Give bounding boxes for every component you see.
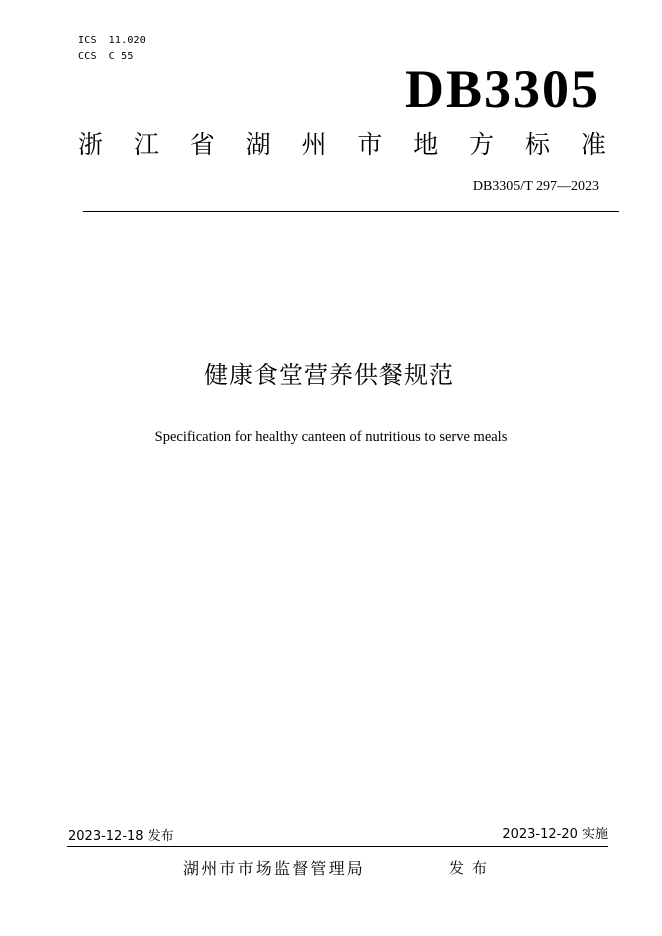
- category-char: 标: [525, 130, 551, 159]
- category-char: 省: [189, 130, 215, 159]
- standard-mark: DB3305: [404, 59, 600, 119]
- footer-divider: [67, 846, 608, 847]
- standard-category: [78, 128, 606, 162]
- ics-code: [78, 33, 146, 49]
- standard-number: DB3305/T 297—2023: [472, 179, 599, 194]
- category-char: 浙: [78, 130, 104, 159]
- header-divider: [83, 211, 619, 212]
- category-char: 地: [413, 130, 439, 159]
- ccs-label: CCS: [78, 51, 97, 62]
- document-title: 健康食堂营养供餐规范: [204, 361, 454, 389]
- category-char: 江: [133, 130, 159, 159]
- category-char: 湖: [245, 130, 271, 159]
- category-char: 准: [580, 130, 606, 159]
- issuing-authority: 湖州市市场监督管理局: [183, 859, 366, 878]
- document-title-english: Specification for healthy canteen of nutritious to serve meals: [154, 429, 508, 445]
- ics-value: 11.020: [108, 35, 146, 46]
- ccs-value: C 55: [108, 51, 134, 62]
- category-char: 方: [469, 130, 495, 159]
- issue-label: 发布: [449, 859, 496, 877]
- implementation-date: 2023-12-20 实施: [502, 827, 608, 842]
- issue-date: 2023-12-18 发布: [68, 829, 174, 844]
- category-char: 州: [301, 130, 327, 159]
- ics-label: ICS: [78, 35, 97, 46]
- classification-codes: [78, 33, 146, 65]
- ccs-code: [78, 49, 146, 65]
- category-char: 市: [357, 130, 383, 159]
